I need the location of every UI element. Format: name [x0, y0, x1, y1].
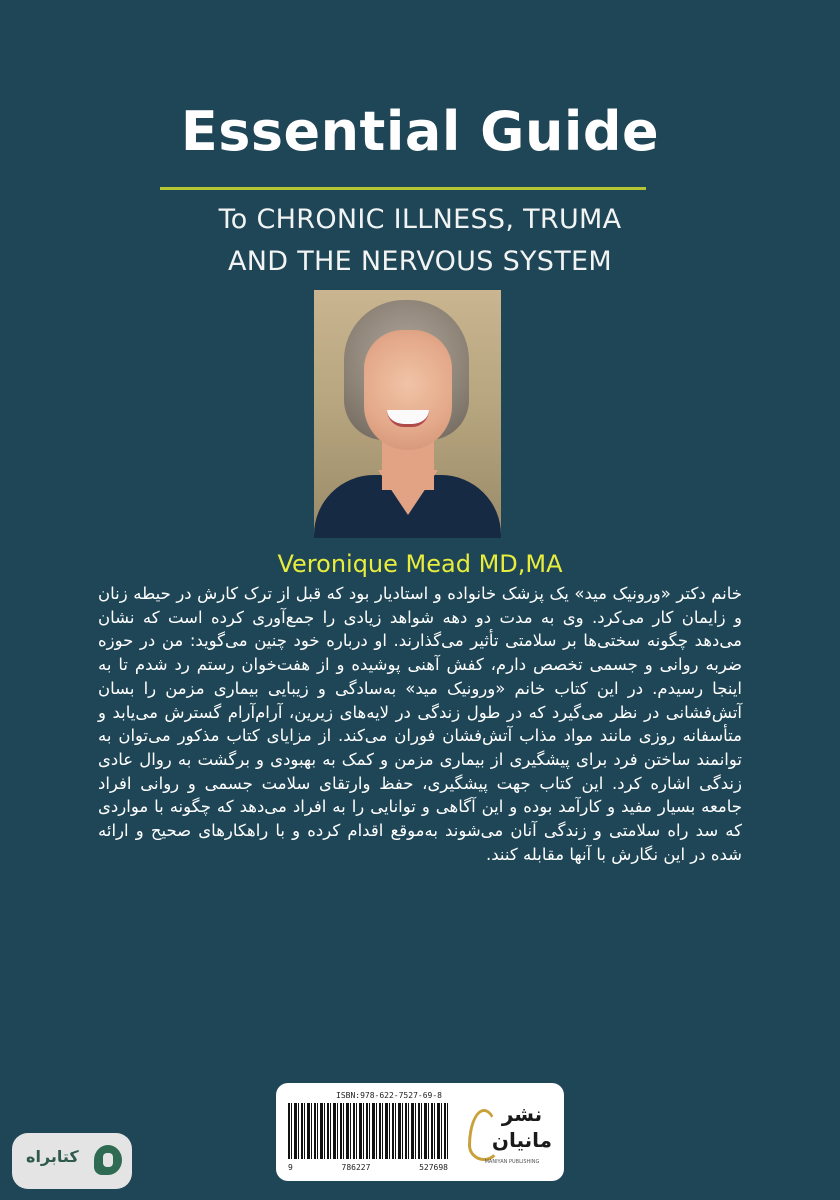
subtitle-line-1: To CHRONIC ILLNESS, TRUMA	[218, 204, 622, 235]
isbn-label: ISBN:978-622-7527-69-8	[336, 1091, 442, 1100]
watermark-badge	[12, 1133, 132, 1189]
barcode-bars	[288, 1103, 448, 1159]
photo-face	[364, 330, 452, 450]
ketabrah-logo-icon	[94, 1145, 122, 1175]
publisher-tagline: MANIYAN PUBLISHING	[484, 1159, 540, 1165]
barcode-digit-right: 527698	[419, 1163, 448, 1172]
cover-title: Essential Guide	[180, 100, 660, 163]
publisher-logo	[464, 1095, 554, 1169]
title-divider	[160, 187, 646, 190]
subtitle-line-2: AND THE NERVOUS SYSTEM	[228, 246, 612, 277]
barcode-digits	[288, 1163, 448, 1172]
book-description: خانم دکتر «ورونیک مید» یک پزشک خانواده و استادیار بود که قبل از ترک کارش در حیطه زنان و زایمان کار می‌کرد. وی به مدت دو دهه شواهد زیادی را جمع‌آوری کرده است که نشان می‌دهد چگونه سختی‌ها بر سلامتی تأثیر می‌گذارند. او درباره خود چنین می‌گوید: من در حوزه ضربه روانی و جسمی تخصص دارم، کفش آهنی پوشیده و از هفت‌خوان رستم رد شدم تا به اینجا رسیدم. در این کتاب خانم «ورونیک مید» به‌سادگی و زیبایی بیماری مزمن را بسان آتش‌فشانی در نظر می‌گیرد که در طول زندگی در لایه‌های زیرین، آرام‌آرام گسترش می‌یابد و متأسفانه روزی مانند مواد مذاب آتش‌فشان فوران می‌کند. از مزایای کتاب مذکور می‌توان به توانمند ساختن فرد برای پیشگیری از بیماری مزمن و کمک به بهبودی و برگشت به روال عادی زندگی اشاره کرد. این کتاب جهت پیشگیری، حفظ وارتقای سلامت جسمی و روانی افراد جامعه بسیار مفید و کارآمد بوده و این آگاهی و توانایی را به افراد می‌دهد که چگونه با مواردی که سد راه سلامتی و زندگی آنان می‌شوند به‌موقع اقدام کرده و با راهکارهای صحیح و ارائه شده در این نگارش با آنها مقابله کنند.	[98, 584, 742, 864]
publisher-name: نشر مانیان	[491, 1102, 553, 1152]
barcode-panel	[276, 1083, 564, 1181]
author-name: Veronique Mead MD,MA	[277, 550, 563, 578]
barcode-digit-left: 9	[288, 1163, 293, 1172]
barcode-digit-mid: 786227	[341, 1163, 371, 1172]
watermark-label: کتابراه	[26, 1147, 79, 1166]
author-photo	[314, 290, 501, 538]
photo-collar	[378, 470, 438, 515]
